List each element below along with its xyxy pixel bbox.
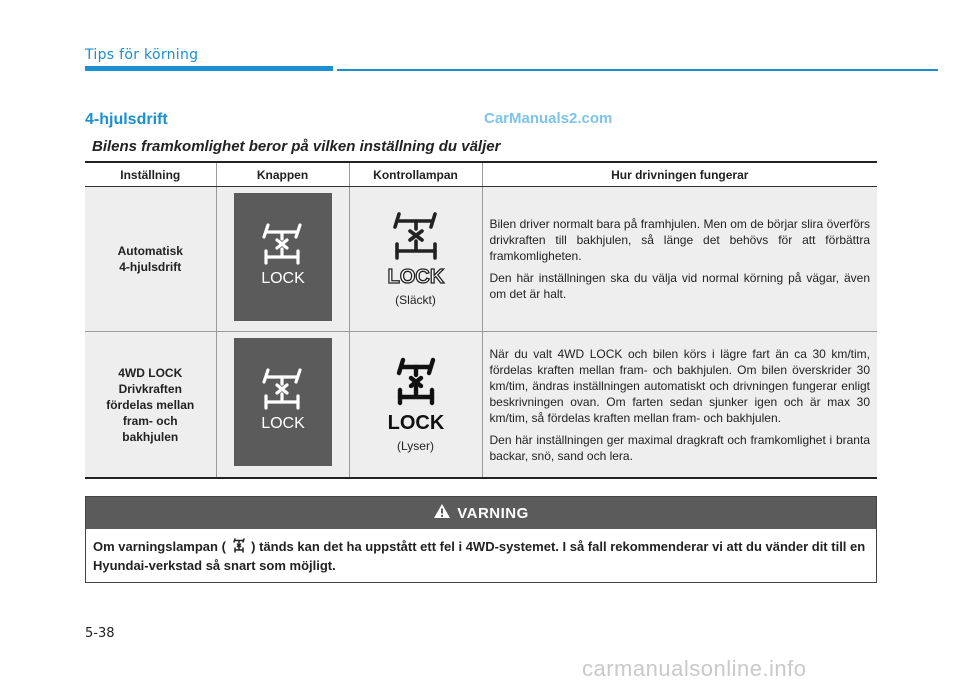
column-header: Knappen xyxy=(216,162,349,187)
mode-line: 4-hjulsdrift xyxy=(119,260,182,274)
watermark-bottom: carmanualsonline.info xyxy=(582,656,807,681)
4wd-lock-button[interactable] xyxy=(234,338,332,466)
table-header-row xyxy=(85,162,877,187)
warning-text-end: ) tänds kan det ha uppstått ett fel i 4WD-systemet. I så fall rekommenderar vi att du vänder dit till en Hyundai-verkstad så snart som möjligt. xyxy=(93,539,866,573)
warning-triangle-icon xyxy=(433,503,451,523)
lamp-caption: (Lyser) xyxy=(397,438,434,453)
page-number: 5-38 xyxy=(85,626,115,641)
mode-line: bakhjulen xyxy=(122,429,179,444)
description-paragraph: När du valt 4WD LOCK och bilen körs i lägre fart än ca 30 km/tim, fördelas kraften mellan fram- och bakhjulen. Om bilen överskrider 30 km/tim, ändras inställningen automatiskt och drivningen fungerar enligt beskrivningen ovan. Om farten sedan sjunker igen och är max 30 km/tim, så fördelas kraften mellan fram- och bakhjulen. xyxy=(489,346,870,425)
header-rule-thick xyxy=(85,66,333,71)
lamp-label: LOCK xyxy=(387,411,444,433)
description-paragraph: Den här inställningen ger maximal dragkraft och framkomlighet i branta backar, snö, sand och lera. xyxy=(489,432,870,463)
description-paragraph: Den här inställningen ska du välja vid normal körning på vägar, även om det är halt. xyxy=(489,271,870,301)
drive-mode-table xyxy=(85,161,877,479)
table-row xyxy=(85,332,877,479)
header-rule-thin xyxy=(337,69,938,71)
4wd-auto-indicator-icon xyxy=(385,211,447,287)
page-heading: 4-hjulsdrift xyxy=(85,111,168,128)
lamp-label: LOCK xyxy=(387,266,444,287)
lamp-cell xyxy=(349,332,482,479)
description-paragraph: Bilen driver normalt bara på framhjulen. Men om de börjar slira överförs drivkraften till bakhjulen, så länge det behövs för att förbättra framkomligheten. xyxy=(489,217,870,263)
button-label: LOCK xyxy=(260,415,305,432)
warning-text xyxy=(86,529,876,574)
button-label: LOCK xyxy=(260,269,305,287)
warning-title: VARNING xyxy=(457,504,529,522)
4wd-lock-button-icon xyxy=(256,368,310,432)
button-cell xyxy=(216,187,349,332)
column-header: Inställning xyxy=(85,162,216,187)
column-header: Hur drivningen fungerar xyxy=(482,162,877,187)
lamp-caption: (Släckt) xyxy=(395,293,436,307)
warning-box xyxy=(85,496,877,583)
description-cell xyxy=(482,187,877,332)
mode-line: Drivkraften xyxy=(118,381,182,396)
mode-line: fördelas mellan xyxy=(106,397,195,412)
4wd-warning-lamp-icon xyxy=(232,538,246,558)
mode-line: Automatisk xyxy=(117,244,183,258)
page-subheading: Bilens framkomlighet beror på vilken inställning du väljer xyxy=(92,138,501,155)
mode-cell xyxy=(85,332,216,479)
warning-header xyxy=(86,497,876,529)
mode-cell xyxy=(85,187,216,332)
4wd-lock-button[interactable] xyxy=(234,193,332,321)
4wd-lock-button-icon xyxy=(256,223,310,287)
description-cell xyxy=(482,332,877,479)
warning-text-start: Om varningslampan ( xyxy=(93,539,226,554)
button-cell xyxy=(216,332,349,479)
4wd-lock-indicator-icon xyxy=(385,357,447,433)
column-header: Kontrollampan xyxy=(349,162,482,187)
lamp-cell xyxy=(349,187,482,332)
mode-line: fram- och xyxy=(122,413,178,428)
table-row xyxy=(85,187,877,332)
watermark-top: CarManuals2.com xyxy=(484,110,613,127)
section-title: Tips för körning xyxy=(85,47,199,63)
mode-line: 4WD LOCK xyxy=(118,365,183,380)
